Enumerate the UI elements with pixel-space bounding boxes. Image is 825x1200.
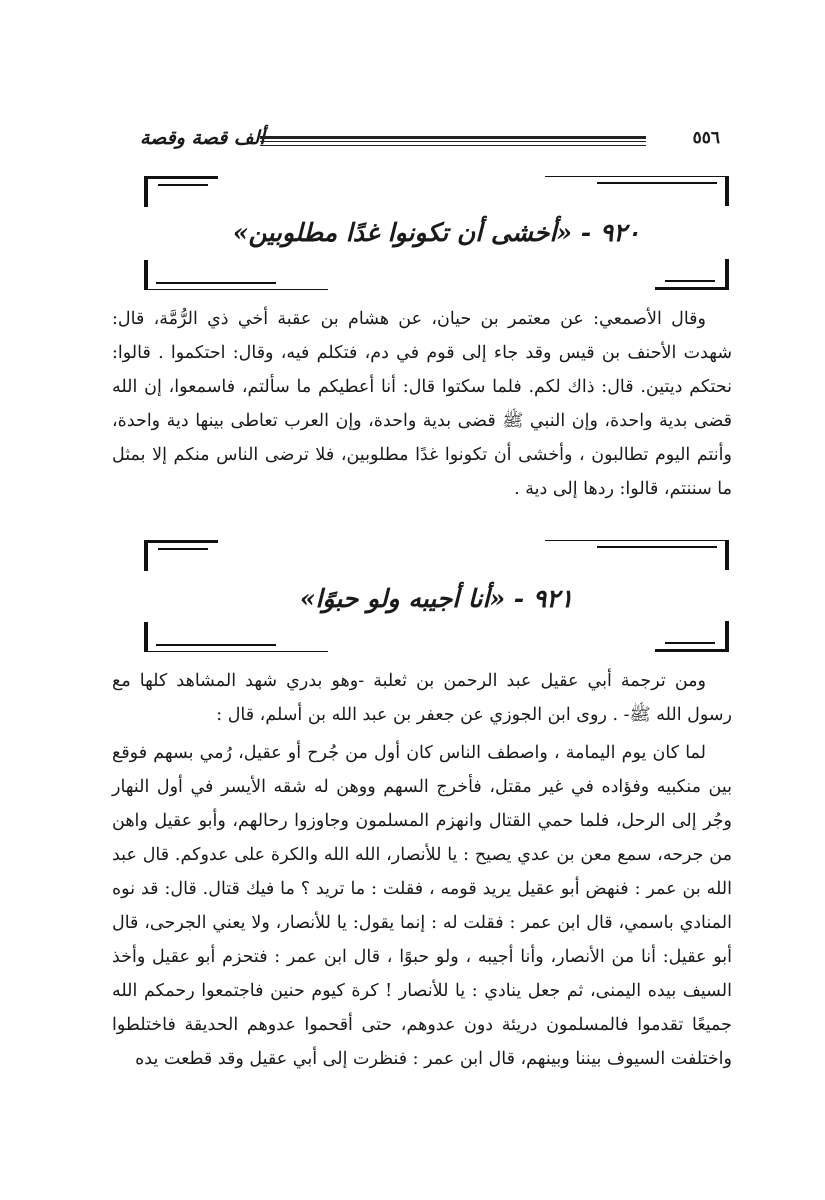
paragraph: ومن ترجمة أبي عقيل عبد الرحمن بن ثعلبة -وهو بدري شهد المشاهد كلها مع رسول الله ﷺ- . روى ابن الجوزي عن جعفر بن عبد الله بن أسلم، قال : <box>112 671 732 725</box>
story-title: ٩٢٠ - «أخشى أن تكونوا غدًا مطلوبين» <box>232 218 641 247</box>
page-number: ٥٥٦ <box>692 128 720 148</box>
frame-corner-ornament <box>144 622 328 652</box>
frame-corner-ornament <box>144 260 328 290</box>
frame-corner-ornament <box>545 540 729 570</box>
header-rule <box>260 136 646 146</box>
frame-corner-ornament <box>655 259 729 290</box>
frame-corner-ornament <box>545 176 729 206</box>
story-title: ٩٢١ - «أنا أجيبه ولو حبوًا» <box>299 584 574 613</box>
paragraph: لما كان يوم اليمامة ، واصطف الناس كان أول من جُرح أو عقيل، رُمي بسهم فوقع بين منكبيه وفؤاده في غير مقتل، فأخرج السهم ووهن له شقه الأيسر في أول النهار وجُر إلى الرحل، فلما حمي القتال وانهزم المسلمون وجاوزوا رحالهم، وأبو عقيل واهن من جرحه، سمع معن بن عدي يصيح : يا للأنصار، الله الله والكرة على عدوكم. قال عبد الله بن عمر : فنهض أبو عقيل يريد قومه ، فقلت : ما تريد ؟ ما فيك قتال. قال: قد نوه المنادي باسمي، قال ابن عمر : فقلت له : إنما يقول: يا للأنصار، ولا يعني الجرحى، قال أبو عقيل: أنا من الأنصار، وأنا أجيبه ، ولو حبوًا ، قال ابن عمر : فتحزم أبو عقيل وأخذ السيف بيده اليمنى، ثم جعل ينادي : يا للأنصار ! كرة كيوم حنين فاجتمعوا رحمكم الله جميعًا تقدموا فالمسلمون دريئة دون عدوهم، حتى أقحموا عدوهم الحديقة فاختلطوا واختلفت السيوف بيننا وبينهم، قال ابن عمر : فنظرت إلى أبي عقيل وقد قطعت يده <box>112 743 732 1069</box>
frame-corner-ornament <box>655 621 729 652</box>
frame-corner-ornament <box>144 176 218 207</box>
running-header <box>140 126 720 156</box>
story-title-frame <box>144 540 729 652</box>
story-body <box>112 302 732 506</box>
paragraph: وقال الأصمعي: عن معتمر بن حيان، عن هشام بن عقبة أخي ذي الرُّمَّة، قال: شهدت الأحنف بن قيس وقد جاء إلى قوم في دم، فتكلم فيه، وقال: احتكموا . قالوا: نحتكم ديتين. قال: ذاك لكم. فلما سكتوا قال: أنا أعطيكم ما سألتم، فاسمعوا، إن الله قضى بدية واحدة، وإن النبي ﷺ قضى بدية واحدة، وإن العرب تعاطى بينها دية واحدة، وأنتم اليوم تطالبون ، وأخشى أن تكونوا غدًا مطلوبين، فلا ترضى الناس منكم إلا بمثل ما سننتم، قالوا: ردها إلى دية . <box>112 309 732 499</box>
frame-corner-ornament <box>144 540 218 571</box>
story-title-frame <box>144 176 729 290</box>
story-body <box>112 664 732 1076</box>
book-title: ألف قصة وقصة <box>140 127 265 149</box>
